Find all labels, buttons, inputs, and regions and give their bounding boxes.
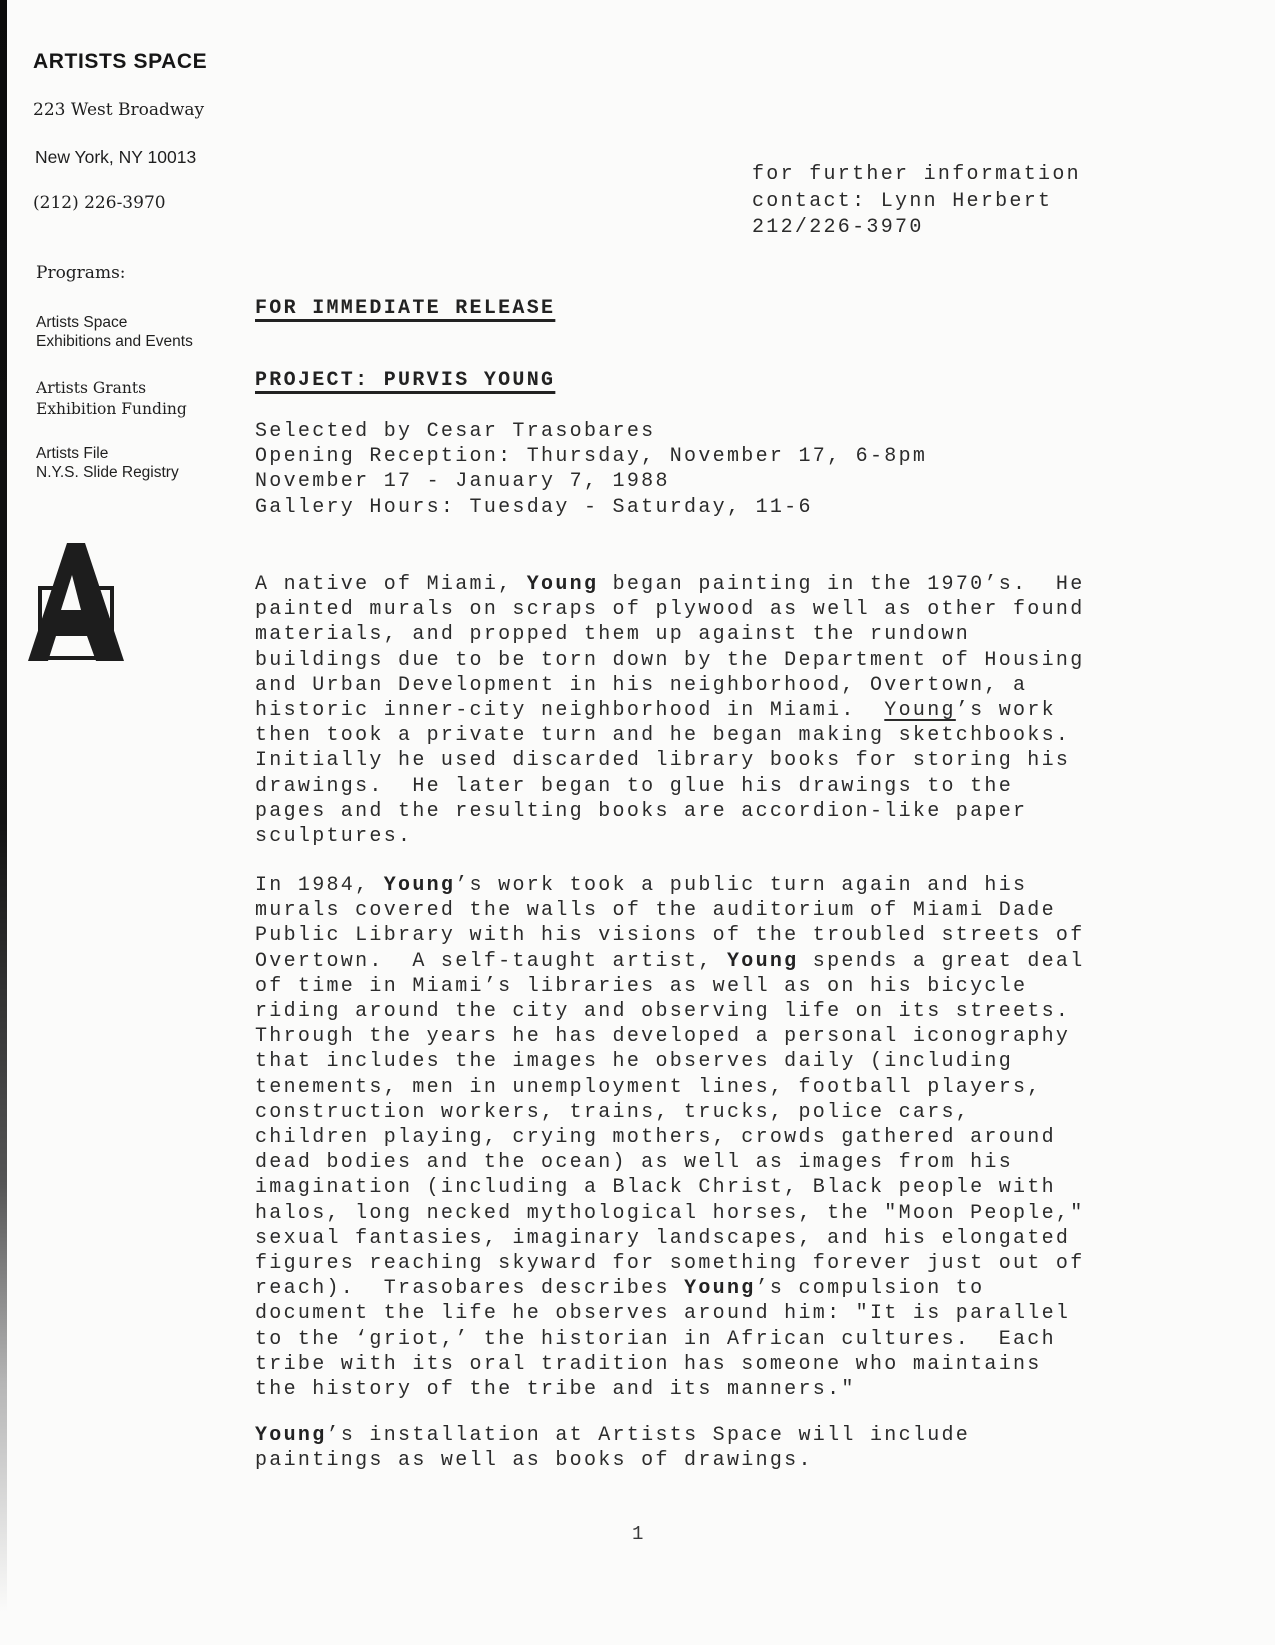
program-line: Artists Grants [36, 379, 147, 397]
program-line: Artists File [36, 445, 109, 462]
artists-space-logo [28, 542, 128, 664]
program-group-artists-file [36, 444, 179, 482]
program-group-exhibitions [36, 313, 193, 351]
program-line: Artists Space [36, 314, 128, 331]
scan-edge-artifact [0, 0, 7, 1645]
program-line: Exhibitions and Events [36, 333, 193, 350]
org-address-city: New York, NY 10013 [35, 147, 197, 167]
program-line: N.Y.S. Slide Registry [36, 464, 179, 481]
exhibition-details: Selected by Cesar Trasobares Opening Reception: Thursday, November 17, 6-8pm November 17 - January 7, 1988 Gallery Hours: Tuesday - Saturday, 11-6 [255, 420, 928, 519]
logo-letter-a-icon [28, 542, 124, 662]
programs-label: Programs: [36, 263, 126, 283]
press-release-paragraph-1: A native of Miami, Young began painting in the 1970’s. He painted murals on scraps of plywood as well as other found materials, and propped them up against the rundown buildings due to be torn down by the Department of Housing and Urban Development in his neighborhood, Overtown, a historic inner-city neighborhood in Miami. Young’s work then took a private turn and he began making sketchbooks. Initially he used discarded library books for storing his drawings. He later began to glue his drawings to the pages and the resulting books are accordion-like paper sculptures. [255, 573, 1085, 849]
contact-block: for further information contact: Lynn Herbert 212/226-3970 [752, 163, 1081, 239]
org-address-street: 223 West Broadway [33, 100, 205, 120]
page-number: 1 [632, 1523, 646, 1545]
for-immediate-release-header: FOR IMMEDIATE RELEASE [255, 297, 556, 320]
project-title: PROJECT: PURVIS YOUNG [255, 369, 556, 392]
program-group-grants [36, 378, 187, 420]
org-name: ARTISTS SPACE [33, 50, 208, 73]
org-phone: (212) 226-3970 [33, 193, 166, 213]
program-line: Exhibition Funding [36, 400, 187, 418]
press-release-paragraph-3: Young’s installation at Artists Space will include paintings as well as books of drawings. [255, 1424, 971, 1473]
press-release-paragraph-2: In 1984, Young’s work took a public turn again and his murals covered the walls of the auditorium of Miami Dade Public Library with his visions of the troubled streets of Overtown. A self-taught artist, Young spends a great deal of time in Miami’s libraries as well as on his bicycle riding around the city and observing life on its streets. Through the years he has developed a personal iconography that includes the images he observes daily (including tenements, men in unemployment lines, football players, construction workers, trains, trucks, police cars, children playing, crying mothers, crowds gathered around dead bodies and the ocean) as well as images from his imagination (including a Black Christ, Black people with halos, long necked mythological horses, the "Moon People," sexual fantasies, imaginary landscapes, and his elongated figures reaching skyward for something forever just out of reach). Trasobares describes Young’s compulsion to document the life he observes around him: "It is parallel to the ‘griot,’ the historian in African cultures. Each tribe with its oral tradition has someone who maintains the history of the tribe and its manners." [255, 874, 1085, 1402]
